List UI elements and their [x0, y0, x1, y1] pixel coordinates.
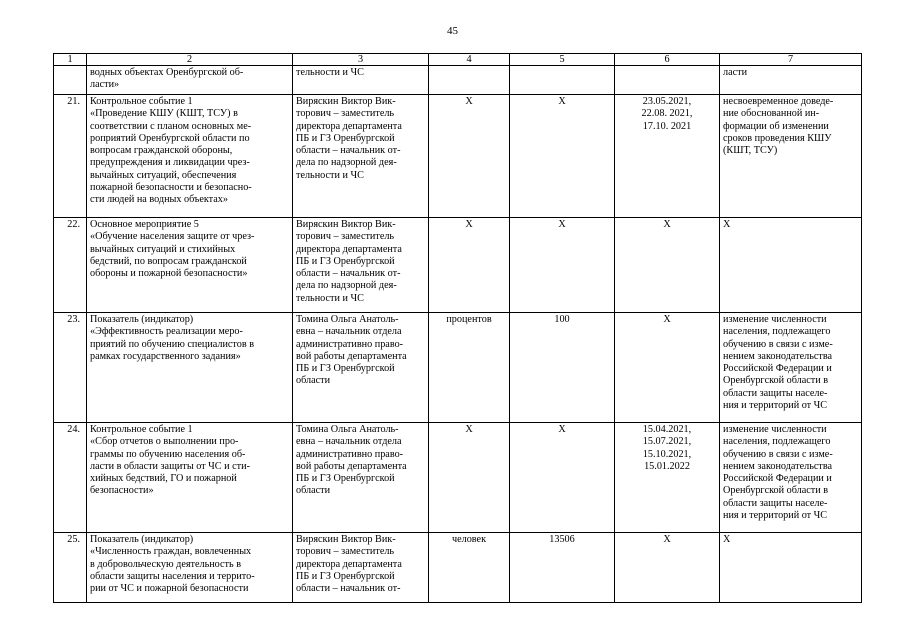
- cell-line: вопросам гражданской обороны,: [90, 145, 233, 157]
- risk-cell: [720, 218, 862, 313]
- cell-line: обучению в связи с изме-: [723, 338, 833, 350]
- cell-line: «Сбор отчетов о выполнении про-: [90, 436, 239, 448]
- cell-line: 15.01.2022: [644, 460, 690, 472]
- cell-line: области: [296, 485, 331, 497]
- cell-line: ПБ и ГЗ Оренбургской: [296, 132, 395, 144]
- cell-line: директора департамента: [296, 243, 402, 255]
- cell-line: Виряскин Виктор Вик-: [296, 219, 396, 230]
- cell-line: евна – начальник отдела: [296, 436, 402, 448]
- table-body: [54, 54, 862, 603]
- cell-line: области – начальник от-: [296, 268, 401, 280]
- column-number: 7: [720, 54, 862, 66]
- unit-cell: [429, 423, 510, 533]
- cell-line: 15.04.2021,: [642, 424, 692, 435]
- cell-line: нением законодательства: [723, 350, 833, 362]
- row-number-cell: 21.: [54, 95, 87, 218]
- cell-line: дела по надзорной дея-: [296, 280, 397, 292]
- cell-line: в добровольческую деятельность в: [90, 558, 242, 570]
- cell-line: обучению в связи с изме-: [723, 448, 833, 460]
- cell-line: 15.10.2021,: [642, 448, 692, 460]
- cell-line: дела по надзорной дея-: [296, 157, 397, 169]
- cell-line: сти людей на водных объектах»: [90, 194, 228, 206]
- cell-line: 100: [554, 314, 570, 325]
- cell-line: приятий по обучению специалистов в: [90, 338, 255, 350]
- value-cell: [510, 533, 615, 603]
- event-name-cell: [87, 313, 293, 423]
- unit-cell: [429, 218, 510, 313]
- cell-line: Х: [558, 96, 566, 107]
- cell-line: Томина Ольга Анатоль-: [296, 314, 399, 325]
- cell-line: Х: [465, 424, 473, 435]
- value-cell: [510, 313, 615, 423]
- cell-line: ПБ и ГЗ Оренбургской: [296, 473, 395, 485]
- cell-line: вой работы департамента: [296, 350, 407, 362]
- table-row: [54, 533, 862, 603]
- cell-line: Оренбургской области в: [723, 485, 829, 497]
- responsible-cell: [293, 95, 429, 218]
- cell-line: Х: [663, 219, 671, 230]
- cell-line: Показатель (индикатор): [90, 534, 194, 545]
- cell-line: обороны и пожарной безопасности»: [90, 268, 248, 280]
- cell-line: «Эффективность реализации меро-: [90, 326, 243, 338]
- cell-line: 17.10. 2021: [642, 120, 692, 132]
- cell-line: Х: [723, 219, 731, 230]
- cell-line: евна – начальник отдела: [296, 326, 402, 338]
- row-number-cell: 25.: [54, 533, 87, 603]
- row-number-cell: 24.: [54, 423, 87, 533]
- cell-line: формации об изменении: [723, 120, 829, 132]
- cell-line: Российской Федерации и: [723, 363, 832, 375]
- row-number-cell: [54, 66, 87, 95]
- column-number: 6: [615, 54, 720, 66]
- cell-line: населения, подлежащего: [723, 326, 831, 338]
- cell-line: пожарной безопасности и безопасно-: [90, 182, 252, 194]
- column-number: 2: [87, 54, 293, 66]
- cell-line: граммы по обучению населения об-: [90, 448, 246, 460]
- cell-line: сроков проведения КШУ: [723, 132, 832, 144]
- table-row: [54, 66, 862, 95]
- cell-line: ПБ и ГЗ Оренбургской: [296, 363, 395, 375]
- date-cell: [615, 533, 720, 603]
- cell-line: Томина Ольга Анатоль-: [296, 424, 399, 435]
- cell-line: административно право-: [296, 338, 404, 350]
- cell-line: ния и территорий от ЧС: [723, 400, 828, 412]
- cell-line: «Проведение КШУ (КШТ, ТСУ) в: [90, 108, 238, 120]
- cell-line: области – начальник от-: [296, 145, 401, 157]
- cell-line: Х: [558, 424, 566, 435]
- value-cell: [510, 95, 615, 218]
- cell-line: процентов: [446, 314, 492, 325]
- cell-line: роприятий Оренбургской области по: [90, 132, 250, 144]
- row-number-cell: 23.: [54, 313, 87, 423]
- event-name-cell: [87, 95, 293, 218]
- cell-line: ние обоснованной ин-: [723, 108, 820, 120]
- cell-line: области – начальник от-: [296, 583, 401, 595]
- cell-line: Х: [465, 96, 473, 107]
- event-name-cell: [87, 218, 293, 313]
- cell-line: населения, подлежащего: [723, 436, 831, 448]
- date-cell: [615, 423, 720, 533]
- cell-line: Российской Федерации и: [723, 473, 832, 485]
- value-cell: [510, 423, 615, 533]
- cell-line: области: [296, 375, 331, 387]
- risk-cell: [720, 423, 862, 533]
- responsible-cell: [293, 313, 429, 423]
- cell-line: рии от ЧС и пожарной безопасности: [90, 583, 249, 595]
- responsible-cell: [293, 423, 429, 533]
- cell-line: изменение численности: [723, 424, 827, 435]
- risk-cell: [720, 533, 862, 603]
- cell-line: Оренбургской области в: [723, 375, 829, 387]
- risk-cell: [720, 95, 862, 218]
- page-number: 45: [447, 25, 458, 37]
- cell-line: 23.05.2021,: [642, 96, 692, 107]
- cell-line: 15.07.2021,: [642, 436, 692, 448]
- table-row: [54, 423, 862, 533]
- column-number: 3: [293, 54, 429, 66]
- row-number-cell: 22.: [54, 218, 87, 313]
- cell-line: Х: [663, 534, 671, 545]
- event-name-cell: [87, 66, 293, 95]
- cell-line: вой работы департамента: [296, 460, 407, 472]
- table-row: [54, 313, 862, 423]
- cell-line: человек: [451, 534, 487, 545]
- cell-line: Х: [465, 219, 473, 230]
- cell-line: торович – заместитель: [296, 231, 395, 243]
- cell-line: водных объектах Оренбургской об-: [90, 67, 244, 78]
- cell-line: директора департамента: [296, 558, 402, 570]
- column-number: 4: [429, 54, 510, 66]
- cell-line: ласти»: [90, 79, 120, 91]
- cell-line: директора департамента: [296, 120, 402, 132]
- cell-line: административно право-: [296, 448, 404, 460]
- cell-line: Контрольное событие 1: [90, 96, 193, 107]
- table-row: [54, 95, 862, 218]
- cell-line: области защиты населе-: [723, 497, 828, 509]
- cell-line: Виряскин Виктор Вик-: [296, 534, 396, 545]
- cell-line: ласти в области защиты от ЧС и сти-: [90, 460, 250, 472]
- column-number: 5: [510, 54, 615, 66]
- unit-cell: [429, 66, 510, 95]
- cell-line: изменение численности: [723, 314, 827, 325]
- date-cell: [615, 218, 720, 313]
- cell-line: тельности и ЧС: [296, 169, 364, 181]
- column-number-row: [54, 54, 862, 66]
- cell-line: ПБ и ГЗ Оренбургской: [296, 255, 395, 267]
- cell-line: Показатель (индикатор): [90, 314, 194, 325]
- unit-cell: [429, 95, 510, 218]
- cell-line: Виряскин Виктор Вик-: [296, 96, 396, 107]
- cell-line: нением законодательства: [723, 460, 833, 472]
- responsible-cell: [293, 533, 429, 603]
- unit-cell: [429, 533, 510, 603]
- cell-line: Х: [723, 534, 731, 545]
- event-name-cell: [87, 423, 293, 533]
- cell-line: тельности и ЧС: [296, 67, 364, 78]
- value-cell: [510, 218, 615, 313]
- cell-line: торович – заместитель: [296, 546, 395, 558]
- measures-table: [53, 53, 862, 603]
- date-cell: [615, 313, 720, 423]
- cell-line: бедствий, по вопросам гражданской: [90, 255, 247, 267]
- cell-line: соответствии с планом основных ме-: [90, 120, 252, 132]
- cell-line: Х: [663, 314, 671, 325]
- cell-line: 22.08. 2021,: [641, 108, 693, 120]
- cell-line: области защиты населе-: [723, 387, 828, 399]
- column-number: 1: [54, 54, 87, 66]
- cell-line: торович – заместитель: [296, 108, 395, 120]
- cell-line: предупреждения и ликвидации чрез-: [90, 157, 250, 169]
- responsible-cell: [293, 66, 429, 95]
- risk-cell: [720, 66, 862, 95]
- cell-line: тельности и ЧС: [296, 292, 364, 304]
- risk-cell: [720, 313, 862, 423]
- responsible-cell: [293, 218, 429, 313]
- cell-line: ния и территорий от ЧС: [723, 510, 828, 522]
- cell-line: «Численность граждан, вовлеченных: [90, 546, 252, 558]
- cell-line: области защиты населения и террито-: [90, 570, 255, 582]
- cell-line: ласти: [723, 67, 748, 78]
- cell-line: (КШТ, ТСУ): [723, 145, 778, 157]
- date-cell: [615, 95, 720, 218]
- date-cell: [615, 66, 720, 95]
- cell-line: рамках государственного задания»: [90, 350, 241, 362]
- cell-line: безопасности»: [90, 485, 154, 497]
- unit-cell: [429, 313, 510, 423]
- cell-line: Основное мероприятие 5: [90, 219, 199, 230]
- cell-line: хийных бедствий, ГО и пожарной: [90, 473, 237, 485]
- cell-line: Х: [558, 219, 566, 230]
- cell-line: Контрольное событие 1: [90, 424, 193, 435]
- cell-line: вычайных ситуаций, обеспечения: [90, 169, 237, 181]
- value-cell: [510, 66, 615, 95]
- cell-line: несвоевременное доведе-: [723, 96, 834, 107]
- cell-line: ПБ и ГЗ Оренбургской: [296, 570, 395, 582]
- cell-line: «Обучение населения защите от чрез-: [90, 231, 255, 243]
- table-row: [54, 218, 862, 313]
- cell-line: вычайных ситуаций и стихийных: [90, 243, 236, 255]
- event-name-cell: [87, 533, 293, 603]
- cell-line: 13506: [549, 534, 575, 545]
